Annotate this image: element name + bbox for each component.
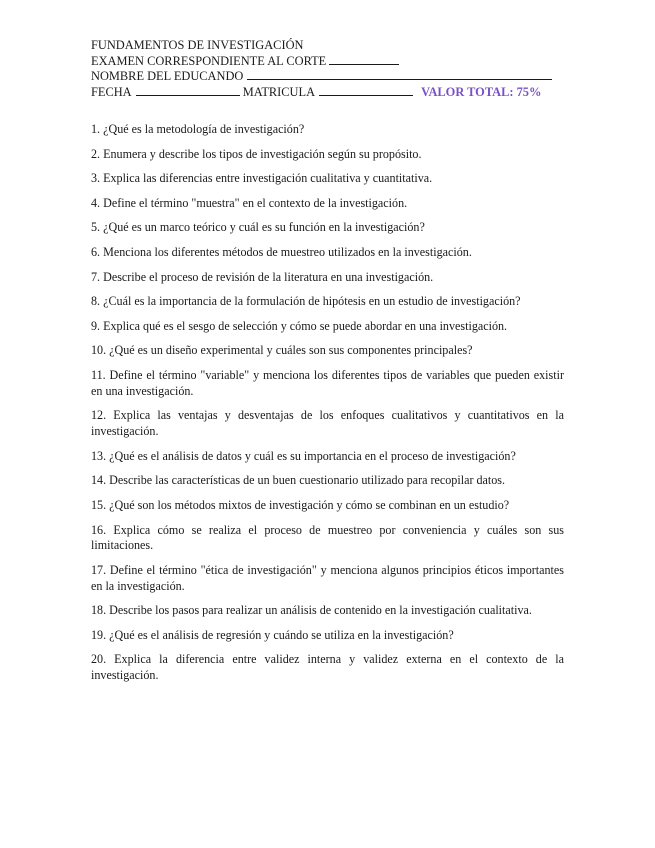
question-6: 6. Menciona los diferentes métodos de muestreo utilizados en la investigación. [91,244,472,259]
date-matricula-row [91,85,564,101]
date-blank[interactable] [136,85,240,96]
question-11: 11. Define el término "variable" y menciona los diferentes tipos de variables que pueden existir en una investigación. [91,367,564,398]
question-18: 18. Describe los pasos para realizar un análisis de contenido en la investigación cualitativa. [91,603,532,618]
exam-cut-blank[interactable] [329,54,399,65]
question-list [91,122,564,693]
question-8: 8. ¿Cuál es la importancia de la formulación de hipótesis en un estudio de investigación? [91,294,521,309]
matricula-blank[interactable] [319,85,413,96]
question-10: 10. ¿Qué es un diseño experimental y cuáles son sus componentes principales? [91,343,473,358]
question-3: 3. Explica las diferencias entre investigación cualitativa y cuantitativa. [91,171,433,186]
question-1: 1. ¿Qué es la metodología de investigación? [91,122,305,136]
question-2: 2. Enumera y describe los tipos de investigación según su propósito. [91,146,422,161]
question-16: 16. Explica cómo se realiza el proceso de muestreo por conveniencia y cuáles son sus limitaciones. [91,522,564,553]
question-5: 5. ¿Qué es un marco teórico y cuál es su función en la investigación? [91,220,425,235]
question-9: 9. Explica qué es el sesgo de selección y cómo se puede abordar en una investigación. [91,318,508,333]
question-19: 19. ¿Qué es el análisis de regresión y cuándo se utiliza en la investigación? [91,627,454,642]
total-value: VALOR TOTAL: 75% [421,84,542,99]
matricula-label: MATRICULA [242,84,316,99]
exam-page [91,38,564,683]
exam-cut-row [91,54,564,70]
course-title: FUNDAMENTOS DE INVESTIGACIÓN [91,38,304,52]
question-20: 20. Explica la diferencia entre validez interna y validez externa en el contexto de la investigación. [91,652,564,683]
question-12: 12. Explica las ventajas y desventajas de los enfoques cualitativos y cuantitativos en la investigación. [91,408,564,439]
question-14: 14. Describe las características de un buen cuestionario utilizado para recopilar datos. [91,473,506,488]
question-13: 13. ¿Qué es el análisis de datos y cuál es su importancia en el proceso de investigación? [91,448,516,463]
exam-cut-label: EXAMEN CORRESPONDIENTE AL CORTE [91,53,327,68]
date-label: FECHA [91,84,132,99]
student-name-blank[interactable] [247,69,552,80]
question-15: 15. ¿Qué son los métodos mixtos de investigación y cómo se combinan en un estudio? [91,497,510,512]
student-name-row [91,69,564,85]
question-17: 17. Define el término "ética de investigación" y menciona algunos principios éticos importantes en la investigación. [91,562,564,593]
question-7: 7. Describe el proceso de revisión de la literatura en una investigación. [91,269,434,284]
student-name-label: NOMBRE DEL EDUCANDO [91,69,244,84]
question-4: 4. Define el término "muestra" en el contexto de la investigación. [91,195,408,210]
